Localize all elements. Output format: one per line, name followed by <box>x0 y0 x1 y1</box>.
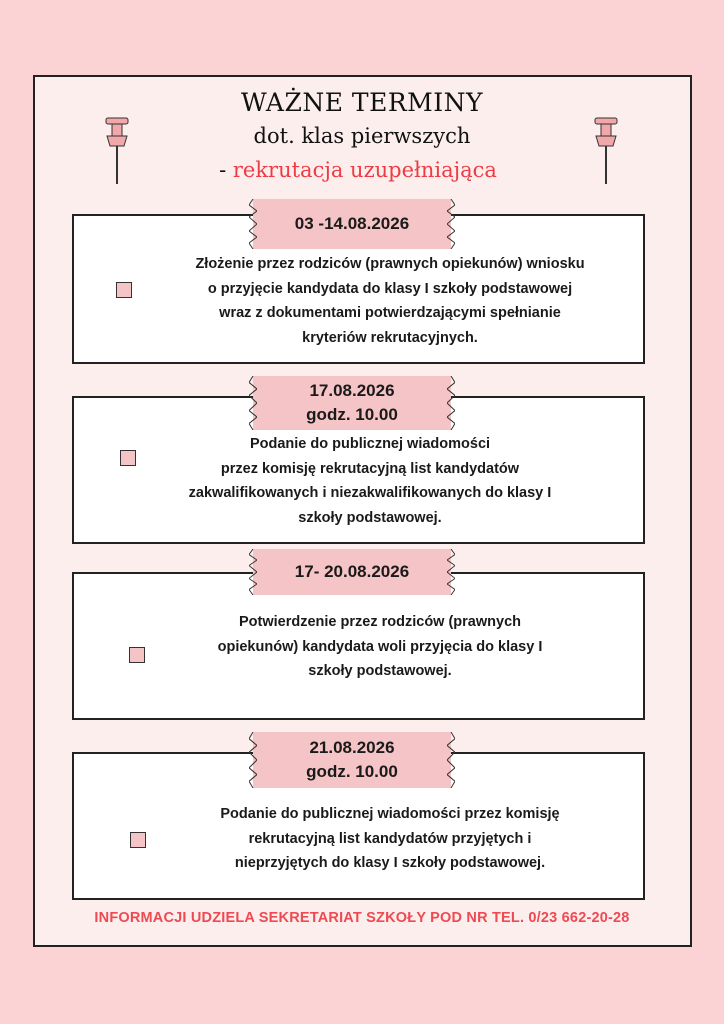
description-line: Podanie do publicznej wiadomości przez komisję <box>220 806 560 822</box>
schedule-description <box>100 432 640 530</box>
poster-title: WAŻNE TERMINY <box>240 88 484 117</box>
date-tag <box>253 549 451 595</box>
date-text: 21.08.2026 <box>309 738 395 757</box>
pushpin-icon <box>593 116 619 186</box>
time-text: godz. 10.00 <box>306 405 398 424</box>
description-line: Potwierdzenie przez rodziców (prawnych <box>239 614 521 630</box>
date-tag <box>253 199 451 249</box>
highlight-text: rekrutacja uzupełniająca <box>232 158 497 182</box>
description-line: Podanie do publicznej wiadomości <box>249 436 491 452</box>
schedule-description <box>140 802 640 876</box>
date-tag <box>253 376 451 430</box>
date-tag <box>253 732 451 788</box>
description-line: opiekunów) kandydata woli przyjęcia do klasy I <box>217 638 543 655</box>
description-line: szkoły podstawowej. <box>298 509 442 526</box>
dash: - <box>219 158 227 182</box>
schedule-description <box>120 610 640 684</box>
pushpin-icon <box>104 116 130 186</box>
date-text: 17.08.2026 <box>309 381 395 400</box>
description-line: zakwalifikowanych i niezakwalifikowanych do klasy I <box>188 485 552 501</box>
description-line: przez komisję rekrutacyjną list kandydatów <box>220 460 520 477</box>
date-text: 03 -14.08.2026 <box>294 214 410 233</box>
description-line: kryteriów rekrutacyjnych. <box>302 329 478 346</box>
description-line: o przyjęcie kandydata do klasy I szkoły podstawowej <box>207 280 573 297</box>
time-text: godz. 10.00 <box>306 762 398 781</box>
contact-footer: INFORMACJI UDZIELA SEKRETARIAT SZKOŁY POD NR TEL. 0/23 662-20-28 <box>94 910 630 926</box>
schedule-description <box>110 252 670 350</box>
description-line: szkoły podstawowej. <box>308 663 452 679</box>
poster-subtitle: dot. klas pierwszych <box>253 124 471 148</box>
description-line: Złożenie przez rodziców (prawnych opiekunów) wniosku <box>195 256 585 272</box>
description-line: nieprzyjętych do klasy I szkoły podstawowej. <box>234 855 546 871</box>
date-text: 17- 20.08.2026 <box>294 562 410 581</box>
description-line: wraz z dokumentami potwierdzającymi spełnianie <box>219 305 561 321</box>
description-line: rekrutacyjną list kandydatów przyjętych i <box>248 830 532 847</box>
